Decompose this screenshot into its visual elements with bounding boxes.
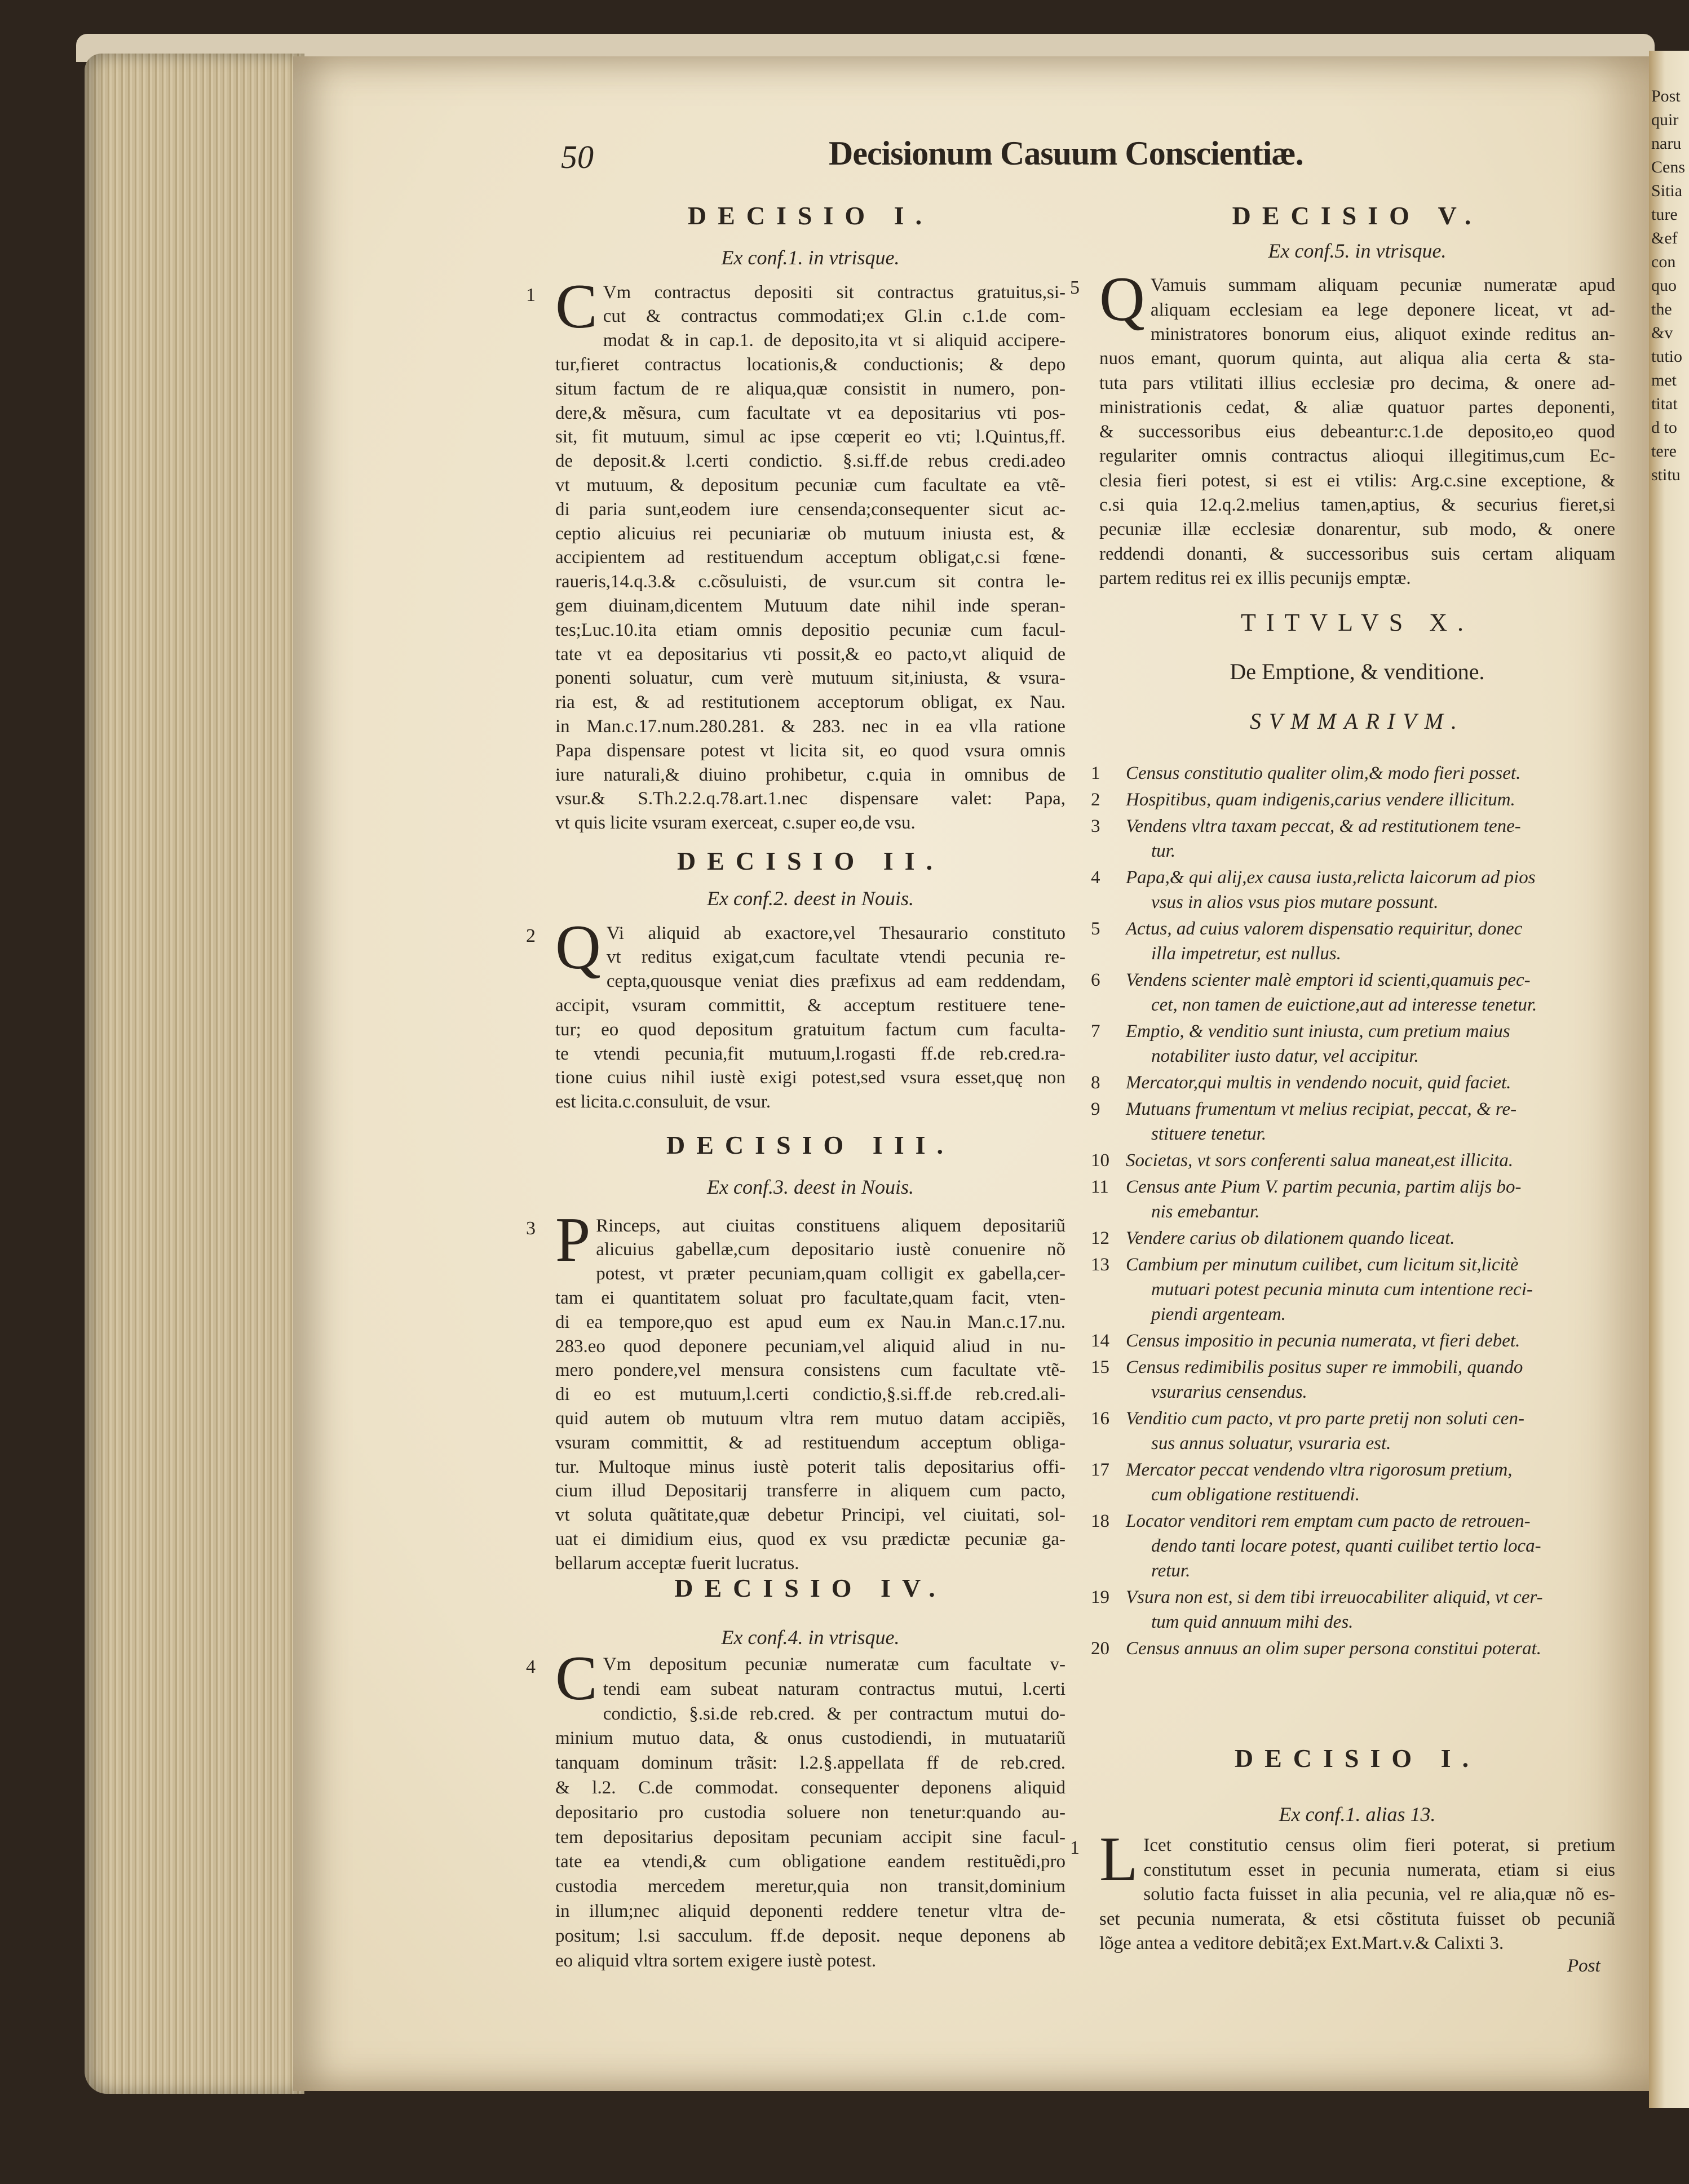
text-line: ria est, & ad restitutionem acceptorum obligat, ex Nau. (555, 692, 1065, 713)
text-line: est licita.c.consuluit, de vsur. (555, 1092, 771, 1113)
text-line: mero pondere,vel mensura consistens cum facultate vtẽ- (555, 1360, 1065, 1381)
item-text: retur. (1151, 1561, 1191, 1581)
margin-number: 3 (526, 1217, 536, 1239)
drop-cap: L (1099, 1824, 1138, 1895)
item-text: Mutuans frumentum vt melius recipiat, peccat, & re- (1126, 1099, 1517, 1119)
text-line: solutio facta fuisset in alia pecunia, vel re alia,quæ nõ es- (1143, 1884, 1615, 1905)
text-fragment: naru (1651, 134, 1682, 153)
text-line: condictio, §.si.de reb.cred. & per contractum mutui do- (603, 1703, 1065, 1724)
text-line: eo aliquid vltra sortem exigere iustè potest. (555, 1950, 877, 1971)
summarium-item (1091, 1406, 1621, 1456)
text-line: tes;Luc.10.ita etiam omnis depositio pecuniæ cum facul- (555, 619, 1065, 640)
drop-cap: P (555, 1204, 591, 1275)
text-line: tem depositarius depositam pecuniam accipit sine facul- (555, 1827, 1065, 1848)
text-line: cium illud Depositarij transferre in aliquem cum pacto, (555, 1481, 1065, 1501)
text-line: set pecunia numerata, & etsi cõstituta fuisset ob pecuniã (1099, 1908, 1615, 1929)
text-fragment: quo (1651, 276, 1677, 295)
text-line: vsur.& S.Th.2.2.q.78.art.1.nec dispensare valet: Papa, (555, 788, 1065, 809)
item-text: Mercator,qui multis in vendendo nocuit, quid faciet. (1126, 1073, 1511, 1093)
text-line: modat & in cap.1. de deposito,ita vt si aliquid accipere- (603, 330, 1065, 351)
text-line: ceptio alicuius rei pecuniariæ ob mutuum iniusta est, & (555, 523, 1065, 544)
text-line: cepta,quousque veniat dies præfixus ad eam reddendam, (606, 971, 1065, 992)
text-line: custodia mercedem meretur,quia non transit,dominium (555, 1876, 1065, 1897)
text-line: bellarum acceptæ fuerit lucratus. (555, 1553, 799, 1574)
text-line: sit, fit mutuum, simul ac ipse cœperit eo vti; l.Quintus,ff. (555, 427, 1065, 448)
decision-heading: DECISIO V. (1232, 201, 1483, 230)
item-text: Vendens scienter malè emptori id scienti,quamuis pec- (1126, 970, 1531, 990)
text-fragment: tere (1651, 442, 1677, 460)
text-line: partem reditus rei ex illis pecunijs emptæ. (1099, 568, 1411, 588)
text-line: aliquam ecclesiam ea lege deponere liceat, vt ad- (1150, 299, 1615, 320)
decision-source: Ex conf.3. deest in Nouis. (707, 1176, 914, 1198)
drop-cap: C (555, 1643, 598, 1714)
text-line: potest, vt præter pecuniam,quam colligit ex gabella,cer- (596, 1264, 1065, 1284)
summarium-item (1091, 968, 1621, 1017)
text-line: de deposit.& l.certi condictio. §.si.ff.de rebus credi.adeo (555, 451, 1065, 472)
text-line: tanquam dominum trãsit: l.2.§.appellata ff de reb.cred. (555, 1753, 1065, 1774)
item-number: 7 (1091, 1021, 1100, 1042)
item-text: sus annus soluatur, vsuraria est. (1151, 1433, 1391, 1454)
summarium-item (1091, 1355, 1621, 1405)
item-number: 5 (1091, 919, 1100, 939)
text-fragment: Sitia (1651, 181, 1683, 200)
text-line: raueris,14.q.3.& c.cõsuluisti, de vsur.cum sit contra le- (555, 572, 1065, 592)
text-line: tendi eam subeat naturam contractus mutui, l.certi (603, 1678, 1065, 1699)
item-text: tum quid annuum mihi des. (1151, 1612, 1354, 1632)
item-text: Societas, vt sors conferenti salua maneat,est illicita. (1126, 1150, 1514, 1171)
text-line: in illum;nec aliquid deponenti reddere tenetur vltra de- (555, 1901, 1065, 1922)
page-block-edge (85, 54, 304, 2094)
text-line: tur,fieret contractus locationis,& conductionis; & depo (555, 354, 1065, 375)
item-text: notabiliter iusto datur, vel accipitur. (1151, 1046, 1419, 1066)
item-text: piendi argenteam. (1151, 1304, 1286, 1324)
drop-cap: Q (1099, 264, 1145, 335)
item-text: Venditio cum pacto, vt pro parte pretij non soluti cen- (1126, 1408, 1524, 1429)
text-line: tione cuius nihil iustè exigi potest,sed vsura esset,quę non (555, 1067, 1065, 1088)
text-line: Rinceps, aut ciuitas constituens aliquem depositariũ (596, 1215, 1065, 1236)
item-text: Census impositio in pecunia numerata, vt fieri debet. (1126, 1331, 1520, 1351)
text-line: Vi aliquid ab exactore,vel Thesaurario constituto (606, 923, 1065, 943)
item-text: Vendere carius ob dilationem quando liceat. (1126, 1228, 1455, 1248)
item-text: cum obligatione restituendi. (1151, 1485, 1360, 1505)
text-line: tate vt ea depositarius vti possit,& eo pacto,vt aliquid de (555, 644, 1065, 664)
title-subject: De Emptione, & venditione. (1230, 659, 1485, 684)
item-text: Vendens vltra taxam peccat, & ad restitutionem tene- (1126, 816, 1521, 836)
decision-paragraph (555, 912, 1065, 1114)
item-text: Vsura non est, si dem tibi irreuocabiliter aliquid, vt cer- (1126, 1587, 1543, 1607)
text-line: tuta pars vtilitati illius ecclesiæ pro decima, & onere ad- (1099, 373, 1615, 393)
text-line: accipit, vsuram committit, & acceptum restituere tene- (555, 995, 1065, 1016)
text-line: reddendi donanti, & successoribus suis certam aliquam (1099, 543, 1615, 564)
text-line: Papa dispensare potest vt licita sit, eo quod vsura omnis (555, 740, 1065, 761)
decision-source: Ex conf.4. in vtrisque. (721, 1626, 900, 1649)
text-line: lõge antea a veditore debitã;ex Ext.Mart.v.& Calixti 3. (1099, 1933, 1504, 1954)
item-text: illa impetretur, est nullus. (1151, 943, 1342, 964)
summarium-item (1091, 1458, 1621, 1507)
text-line: quid autem ob mutuum vltra rem mutuo datam accipiẽs, (555, 1408, 1065, 1429)
item-number: 3 (1091, 816, 1100, 836)
summarium-heading: SVMMARIVM. (1249, 708, 1465, 734)
text-fragment: &v (1651, 324, 1673, 342)
item-text: dendo tanti locare potest, quanti cuilibet tertio loca- (1151, 1536, 1541, 1556)
item-number: 19 (1091, 1587, 1109, 1607)
text-line: ministratores bonorum eius, aliquot exinde reditus an- (1150, 324, 1615, 344)
margin-number: 2 (526, 925, 536, 946)
text-line: cut & contractus commodati;ex Gl.in c.1.de com- (603, 306, 1065, 327)
text-line: nuos emant, quorum quinta, aut aliqua alia certa & sta- (1099, 348, 1615, 369)
running-head: Decisionum Casuum Conscientiæ. (829, 135, 1303, 172)
decision-paragraph (555, 1204, 1065, 1576)
margin-number: 1 (526, 284, 536, 305)
item-number: 10 (1091, 1150, 1109, 1171)
item-text: Census ante Pium V. partim pecunia, partim alijs bo- (1126, 1177, 1522, 1197)
text-fragment: &ef (1651, 229, 1678, 247)
summarium-item (1091, 1226, 1621, 1251)
text-line: clesia fieri potest, si est ei vtilis: Arg.c.sine exceptione, & (1099, 470, 1615, 491)
decision-source: Ex conf.1. in vtrisque. (721, 246, 900, 269)
facing-page-edge (1649, 51, 1689, 2108)
text-line: tur. Multoque minus iustè poterit talis depositarius offi- (555, 1456, 1065, 1477)
text-line: depositario pro custodia soluere non tenetur:quando au- (555, 1802, 1065, 1823)
item-number: 17 (1091, 1460, 1109, 1480)
item-number: 8 (1091, 1073, 1100, 1093)
item-number: 6 (1091, 970, 1100, 990)
item-text: mutuari potest pecunia minuta cum intentione reci- (1151, 1279, 1533, 1300)
text-fragment: stitu (1651, 466, 1681, 484)
text-line: in Man.c.17.num.280.281. & 283. nec in ea vlla ratione (555, 716, 1065, 737)
decision-source: Ex conf.5. in vtrisque. (1268, 240, 1447, 262)
decision-source: Ex conf.1. alias 13. (1279, 1803, 1436, 1826)
text-fragment: quir (1651, 110, 1679, 129)
summarium-item (1091, 761, 1621, 786)
facing-page-text (1649, 85, 1685, 487)
text-line: tam ei quantitatem soluat pro facultate,quam facit, vten- (555, 1287, 1065, 1308)
summarium-item (1091, 1585, 1621, 1634)
summarium-item (1091, 787, 1621, 812)
item-text: Actus, ad cuius valorem dispensatio requiritur, donec (1126, 919, 1523, 939)
text-line: iure naturali,& diuino prohibetur, c.quia in omnibus de (555, 764, 1065, 785)
item-text: Papa,& qui alij,ex causa iusta,relicta laicorum ad pios (1126, 867, 1536, 888)
item-text: nis emebantur. (1151, 1202, 1260, 1222)
item-number: 13 (1091, 1255, 1109, 1275)
item-text: Emptio, & venditio sunt iniusta, cum pretium maius (1126, 1021, 1510, 1042)
summarium-item (1091, 1509, 1621, 1583)
decision-paragraph (1099, 1824, 1615, 1956)
text-line: di ea tempore,quo est apud eum ex Nau.in Man.c.17.nu. (555, 1312, 1065, 1332)
text-line: vt mutuum, & depositum pecuniæ cum facultate ea vtẽ- (555, 475, 1065, 495)
text-line: situm factum de re aliqua,quæ consistit in numero, pon- (555, 378, 1065, 399)
text-line: regulariter omnis contractus alioqui illegitimus,cum Ec- (1099, 446, 1615, 467)
summarium-item (1091, 1636, 1621, 1661)
item-number: 4 (1091, 867, 1100, 888)
text-fragment: titat (1651, 395, 1678, 413)
item-text: Locator venditori rem emptam cum pacto de retrouen- (1126, 1511, 1531, 1531)
summarium-item (1091, 1070, 1621, 1095)
text-line: di eo est mutuum,l.certi condictio,§.si.ff.de reb.cred.ali- (555, 1384, 1065, 1405)
text-line: te vtendi pecunia,fit mutuum,l.rogasti ff.de reb.cred.ra- (555, 1043, 1065, 1064)
text-line: uat ei dimidium eius, quod ex vsu prædictæ pecuniæ ga- (555, 1529, 1065, 1549)
summarium-item (1091, 1328, 1621, 1353)
margin-number: 4 (526, 1656, 536, 1678)
summarium-item (1091, 1097, 1621, 1146)
text-fragment: the (1651, 300, 1672, 318)
text-fragment: tutio (1651, 347, 1683, 366)
item-number: 15 (1091, 1357, 1109, 1377)
page-number: 50 (561, 139, 594, 175)
text-line: c.si quia 12.q.2.melius tamen,aptius, & securius fieret,si (1099, 495, 1615, 516)
text-fragment: con (1651, 252, 1676, 271)
text-line: 283.eo quod deponere pecuniam,vel aliquid aliud in nu- (555, 1336, 1065, 1357)
text-line: tate ea vtendi,& cum obligatione eandem restituẽdi,pro (555, 1851, 1065, 1872)
decision-source: Ex conf.2. deest in Nouis. (707, 887, 914, 910)
drop-cap: Q (555, 912, 601, 982)
margin-number: 1 (1070, 1837, 1080, 1859)
item-text: cet, non tamen de euictione,aut ad interesse tenetur. (1151, 995, 1537, 1015)
text-line: vt reditus exigat,cum facultate vtendi pecunia re- (606, 947, 1065, 968)
item-text: stituere tenetur. (1151, 1124, 1267, 1144)
item-text: tur. (1151, 841, 1176, 861)
text-line: alicuius gabellæ,cum depositario iustè conuenire nõ (596, 1239, 1065, 1260)
item-number: 16 (1091, 1408, 1109, 1429)
text-line: positum; l.si sacculum. ff.de deposit. neque deponens ab (555, 1925, 1065, 1946)
summarium-item (1091, 865, 1621, 915)
decision-paragraph (555, 1643, 1065, 1973)
title-heading: TITVLVS X. (1240, 609, 1474, 636)
text-line: tur; eo quod depositum gratuitum factum cum faculta- (555, 1019, 1065, 1040)
item-number: 18 (1091, 1511, 1109, 1531)
text-fragment: Cens (1651, 158, 1685, 176)
text-line: & successoribus eius debeantur:c.1.de deposito,eo quod (1099, 422, 1615, 442)
item-number: 9 (1091, 1099, 1100, 1119)
text-line: vsuram committit, & ad restituendum acceptum obliga- (555, 1432, 1065, 1453)
text-line: pecuniæ illæ ecclesiæ donarentur, sub modo, & onere (1099, 519, 1615, 540)
item-number: 1 (1091, 763, 1100, 783)
drop-cap: C (555, 271, 598, 342)
text-line: vt soluta quãtitate,quæ debetur Principi, vel ciuitati, sol- (555, 1505, 1065, 1526)
decision-heading: DECISIO I. (1234, 1744, 1480, 1773)
text-fragment: met (1651, 371, 1677, 389)
item-number: 11 (1091, 1177, 1109, 1197)
text-line: vt quis licite vsuram exerceat, c.super eo,de vsu. (555, 813, 916, 834)
decision-heading: DECISIO IV. (674, 1574, 947, 1602)
text-line: ponenti soluatur, cum verè mutuum sit,iniusta, & vsura- (555, 668, 1065, 689)
summarium-item (1091, 1252, 1621, 1327)
decision-heading: DECISIO II. (677, 847, 944, 875)
summarium-item (1091, 1148, 1621, 1173)
item-number: 2 (1091, 790, 1100, 810)
text-line: dere,& mẽsura, cum facultate vt ea depositarius vti pos- (555, 402, 1065, 423)
text-line: Icet constitutio census olim fieri poterat, si pretium (1143, 1835, 1615, 1856)
text-line: accipientem ad restituendum acceptum obligat,c.si fœne- (555, 547, 1065, 568)
item-text: vsus in alios vsus pios mutare possunt. (1151, 892, 1439, 912)
summarium-item (1091, 814, 1621, 863)
text-fragment: Post (1651, 87, 1681, 105)
margin-number: 5 (1070, 277, 1080, 299)
item-number: 20 (1091, 1638, 1109, 1659)
text-line: ministrationis cedat, & aliæ quatuor partes deponenti, (1099, 397, 1615, 418)
text-line: Vm contractus depositi sit contractus gratuitus,si- (603, 282, 1065, 303)
text-line: Vm depositum pecuniæ numeratæ cum facultate v- (603, 1654, 1065, 1675)
item-text: Cambium per minutum cuilibet, cum licitum sit,licitè (1126, 1255, 1519, 1275)
text-line: di paria sunt,eodem iure censenda;consequenter sicut ac- (555, 499, 1065, 520)
decision-paragraph (555, 271, 1065, 835)
text-fragment: ture (1651, 205, 1678, 224)
text-line: minium mutuo data, & onus custodiendi, in mutuatariũ (555, 1728, 1065, 1749)
text-line: constitutum esset in pecunia numerata, etiam si eius (1143, 1859, 1615, 1880)
text-line: & l.2. C.de commodat. consequenter deponens aliquid (555, 1778, 1065, 1798)
item-number: 12 (1091, 1228, 1109, 1248)
summarium-item (1091, 1175, 1621, 1224)
item-text: Census redimibilis positus super re immobili, quando (1126, 1357, 1523, 1377)
item-number: 14 (1091, 1331, 1109, 1351)
text-line: gem diuinam,dicentem Mutuum date nihil inde speran- (555, 595, 1065, 616)
catchword: Post (1567, 1956, 1600, 1976)
item-text: Hospitibus, quam indigenis,carius vendere illicitum. (1126, 790, 1515, 810)
text-fragment: d to (1651, 418, 1677, 437)
item-text: Census annuus an olim super persona constitui poterat. (1126, 1638, 1542, 1659)
summarium-list (1091, 761, 1621, 1663)
summarium-item (1091, 916, 1621, 966)
item-text: Mercator peccat vendendo vltra rigorosum pretium, (1126, 1460, 1513, 1480)
summarium-item (1091, 1019, 1621, 1069)
text-line: Vamuis summam aliquam pecuniæ numeratæ apud (1150, 275, 1615, 296)
item-text: vsurarius censendus. (1151, 1382, 1307, 1402)
decision-heading: DECISIO I. (687, 201, 934, 230)
item-text: Census constitutio qualiter olim,& modo fieri posset. (1126, 763, 1521, 783)
decision-heading: DECISIO III. (666, 1131, 954, 1159)
decision-paragraph (1099, 264, 1615, 591)
